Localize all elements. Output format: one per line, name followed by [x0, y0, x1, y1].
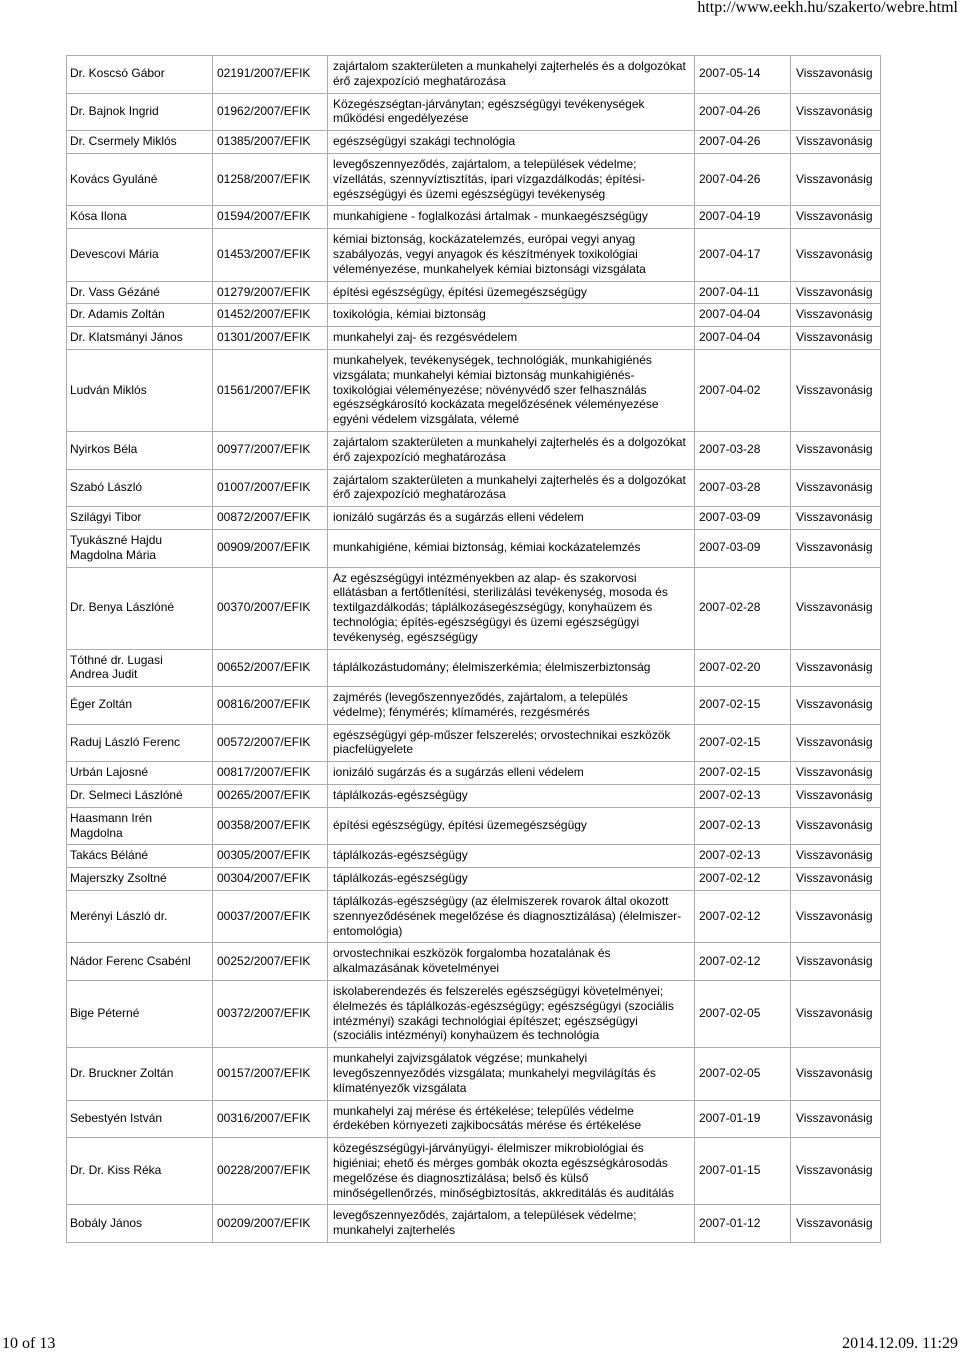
date-cell: 2007-04-26	[695, 153, 791, 205]
date-cell: 2007-02-05	[695, 1048, 791, 1100]
expert-name-cell: Bobály János	[67, 1205, 213, 1243]
validity-cell: Visszavonásig	[791, 281, 881, 304]
expert-name-cell: Dr. Csermely Miklós	[67, 131, 213, 154]
table-row	[67, 431, 881, 469]
date-cell: 2007-05-14	[695, 56, 791, 94]
table-row	[67, 649, 881, 687]
table-row	[67, 1048, 881, 1100]
expert-name-cell: Devescovi Mária	[67, 229, 213, 281]
expert-name-cell: Szilágyi Tibor	[67, 507, 213, 530]
date-cell: 2007-03-09	[695, 529, 791, 567]
table-row	[67, 981, 881, 1048]
table-row	[67, 131, 881, 154]
table-row	[67, 868, 881, 891]
field-of-expertise-cell: Közegészségtan-járványtan; egészségügyi tevékenységek működési engedélyezése	[328, 93, 695, 131]
registration-number-cell: 01594/2007/EFIK	[213, 206, 328, 229]
date-cell: 2007-04-04	[695, 304, 791, 327]
field-of-expertise-cell: táplálkozás-egészségügy	[328, 785, 695, 808]
validity-cell: Visszavonásig	[791, 981, 881, 1048]
table-row	[67, 93, 881, 131]
expert-name-cell: Nyirkos Béla	[67, 431, 213, 469]
registration-number-cell: 00305/2007/EFIK	[213, 845, 328, 868]
validity-cell: Visszavonásig	[791, 304, 881, 327]
registration-number-cell: 00358/2007/EFIK	[213, 807, 328, 845]
registration-number-cell: 01962/2007/EFIK	[213, 93, 328, 131]
validity-cell: Visszavonásig	[791, 529, 881, 567]
expert-name-cell: Merényi László dr.	[67, 891, 213, 943]
validity-cell: Visszavonásig	[791, 891, 881, 943]
date-cell: 2007-02-12	[695, 943, 791, 981]
table-row	[67, 153, 881, 205]
field-of-expertise-cell: táplálkozás-egészségügy	[328, 845, 695, 868]
field-of-expertise-cell: munkahigiéne, kémiai biztonság, kémiai kockázatelemzés	[328, 529, 695, 567]
field-of-expertise-cell: zajártalom szakterületen a munkahelyi zajterhelés és a dolgozókat érő zajexpozíció meghatározása	[328, 56, 695, 94]
table-row	[67, 206, 881, 229]
field-of-expertise-cell: Az egészségügyi intézményekben az alap- és szakorvosi ellátásban a fertőtlenítési, sterilizálási tevékenység, mosoda és textilgazdálkodás; táplálkozásegészségügy, konyhaüzem és technológia; építés-egészségügyi és üzemi egészségügyi tevékenység, egészségügy	[328, 567, 695, 649]
expert-name-cell: Szabó László	[67, 469, 213, 507]
field-of-expertise-cell: egészségügyi gép-műszer felszerelés; orvostechnikai eszközök piacfelügyelete	[328, 724, 695, 762]
date-cell: 2007-02-15	[695, 724, 791, 762]
field-of-expertise-cell: építési egészségügy, építési üzemegészségügy	[328, 807, 695, 845]
registration-number-cell: 00304/2007/EFIK	[213, 868, 328, 891]
table-row	[67, 327, 881, 350]
date-cell: 2007-03-28	[695, 469, 791, 507]
expert-name-cell: Majerszky Zsoltné	[67, 868, 213, 891]
validity-cell: Visszavonásig	[791, 807, 881, 845]
field-of-expertise-cell: zajártalom szakterületen a munkahelyi zajterhelés és a dolgozókat érő zajexpozíció meghatározása	[328, 469, 695, 507]
registration-number-cell: 00037/2007/EFIK	[213, 891, 328, 943]
validity-cell: Visszavonásig	[791, 56, 881, 94]
date-cell: 2007-02-28	[695, 567, 791, 649]
validity-cell: Visszavonásig	[791, 567, 881, 649]
print-header-url: http://www.eekh.hu/szakerto/webre.html	[697, 0, 958, 16]
registration-number-cell: 01385/2007/EFIK	[213, 131, 328, 154]
validity-cell: Visszavonásig	[791, 1205, 881, 1243]
field-of-expertise-cell: munkahelyi zaj mérése és értékelése; település védelme érdekében környezeti zajkibocsátás mérése és értékelése	[328, 1100, 695, 1138]
registration-number-cell: 00652/2007/EFIK	[213, 649, 328, 687]
date-cell: 2007-04-26	[695, 131, 791, 154]
registration-number-cell: 00872/2007/EFIK	[213, 507, 328, 530]
expert-name-cell: Dr. Dr. Kiss Réka	[67, 1138, 213, 1205]
registration-number-cell: 01279/2007/EFIK	[213, 281, 328, 304]
validity-cell: Visszavonásig	[791, 469, 881, 507]
validity-cell: Visszavonásig	[791, 507, 881, 530]
expert-name-cell: Takács Béláné	[67, 845, 213, 868]
validity-cell: Visszavonásig	[791, 93, 881, 131]
field-of-expertise-cell: munkahelyek, tevékenységek, technológiák, munkahigiénés vizsgálata; munkahelyi kémiai biztonság munkahigiénés- toxikológiai véleményezése; növényvédő szer felhasználás egészségkárosító kockázata megelőzésének véleményezése egyéni védelem vizsgálata, vélemé	[328, 349, 695, 431]
expert-name-cell: Sebestyén István	[67, 1100, 213, 1138]
table-row	[67, 469, 881, 507]
registration-number-cell: 01301/2007/EFIK	[213, 327, 328, 350]
registration-number-cell: 00817/2007/EFIK	[213, 762, 328, 785]
expert-name-cell: Ludván Miklós	[67, 349, 213, 431]
expert-name-cell: Dr. Klatsmányi János	[67, 327, 213, 350]
print-footer-page-number: 10 of 13	[2, 1335, 56, 1352]
registration-number-cell: 01258/2007/EFIK	[213, 153, 328, 205]
expert-name-cell: Kósa Ilona	[67, 206, 213, 229]
field-of-expertise-cell: orvostechnikai eszközök forgalomba hozatalának és alkalmazásának követelményei	[328, 943, 695, 981]
registration-number-cell: 02191/2007/EFIK	[213, 56, 328, 94]
table-row	[67, 567, 881, 649]
validity-cell: Visszavonásig	[791, 431, 881, 469]
expert-name-cell: Tóthné dr. Lugasi Andrea Judit	[67, 649, 213, 687]
validity-cell: Visszavonásig	[791, 1048, 881, 1100]
table-row	[67, 785, 881, 808]
validity-cell: Visszavonásig	[791, 785, 881, 808]
expert-name-cell: Tyukászné Hajdu Magdolna Mária	[67, 529, 213, 567]
validity-cell: Visszavonásig	[791, 868, 881, 891]
date-cell: 2007-04-26	[695, 93, 791, 131]
registration-number-cell: 00816/2007/EFIK	[213, 687, 328, 725]
validity-cell: Visszavonásig	[791, 206, 881, 229]
table-row	[67, 507, 881, 530]
date-cell: 2007-04-04	[695, 327, 791, 350]
registration-number-cell: 01561/2007/EFIK	[213, 349, 328, 431]
date-cell: 2007-02-05	[695, 981, 791, 1048]
expert-name-cell: Dr. Bruckner Zoltán	[67, 1048, 213, 1100]
registration-number-cell: 01452/2007/EFIK	[213, 304, 328, 327]
table-row	[67, 229, 881, 281]
validity-cell: Visszavonásig	[791, 845, 881, 868]
table-row	[67, 529, 881, 567]
date-cell: 2007-03-09	[695, 507, 791, 530]
validity-cell: Visszavonásig	[791, 762, 881, 785]
validity-cell: Visszavonásig	[791, 229, 881, 281]
experts-table-body	[67, 56, 881, 1243]
date-cell: 2007-02-13	[695, 785, 791, 808]
table-row	[67, 1205, 881, 1243]
table-row	[67, 1138, 881, 1205]
registration-number-cell: 00977/2007/EFIK	[213, 431, 328, 469]
date-cell: 2007-04-19	[695, 206, 791, 229]
validity-cell: Visszavonásig	[791, 153, 881, 205]
expert-name-cell: Urbán Lajosné	[67, 762, 213, 785]
validity-cell: Visszavonásig	[791, 943, 881, 981]
validity-cell: Visszavonásig	[791, 131, 881, 154]
field-of-expertise-cell: munkahelyi zaj- és rezgésvédelem	[328, 327, 695, 350]
date-cell: 2007-02-13	[695, 845, 791, 868]
expert-name-cell: Dr. Selmeci Lászlóné	[67, 785, 213, 808]
experts-table	[66, 55, 881, 1243]
expert-name-cell: Raduj László Ferenc	[67, 724, 213, 762]
validity-cell: Visszavonásig	[791, 1138, 881, 1205]
field-of-expertise-cell: kémiai biztonság, kockázatelemzés, európai vegyi anyag szabályozás, vegyi anyagok és készítmények toxikológiai véleményezése, munkahelyek kémiai biztonsági vizsgálata	[328, 229, 695, 281]
table-row	[67, 349, 881, 431]
date-cell: 2007-02-13	[695, 807, 791, 845]
registration-number-cell: 01007/2007/EFIK	[213, 469, 328, 507]
registration-number-cell: 01453/2007/EFIK	[213, 229, 328, 281]
registration-number-cell: 00252/2007/EFIK	[213, 943, 328, 981]
table-row	[67, 281, 881, 304]
field-of-expertise-cell: közegészségügyi-járványügyi- élelmiszer mikrobiológiai és higiéniai; ehető és mérges gombák okozta egészségkárosodás megelőzése és diagnosztizálása; belső és külső minőségellenőrzés, minőségbiztosítás, akkreditálás és auditálás	[328, 1138, 695, 1205]
field-of-expertise-cell: levegőszennyeződés, zajártalom, a települések védelme; munkahelyi zajterhelés	[328, 1205, 695, 1243]
table-row	[67, 807, 881, 845]
registration-number-cell: 00209/2007/EFIK	[213, 1205, 328, 1243]
date-cell: 2007-02-12	[695, 868, 791, 891]
expert-name-cell: Éger Zoltán	[67, 687, 213, 725]
registration-number-cell: 00372/2007/EFIK	[213, 981, 328, 1048]
field-of-expertise-cell: iskolaberendezés és felszerelés egészségügyi követelményei; élelmezés és táplálkozás-egészségügy; egészségügyi (szociális intézményi) szakági technológiai építészet; egészségügyi (szociális intézményi) konyhaüzem és technológia	[328, 981, 695, 1048]
registration-number-cell: 00370/2007/EFIK	[213, 567, 328, 649]
field-of-expertise-cell: toxikológia, kémiai biztonság	[328, 304, 695, 327]
table-row	[67, 304, 881, 327]
expert-name-cell: Dr. Bajnok Ingrid	[67, 93, 213, 131]
date-cell: 2007-03-28	[695, 431, 791, 469]
field-of-expertise-cell: levegőszennyeződés, zajártalom, a települések védelme; vízellátás, szennyvíztisztítás, ipari vízgazdálkodás; építési- egészségügyi és üzemi egészségügyi tevékenység	[328, 153, 695, 205]
field-of-expertise-cell: építési egészségügy, építési üzemegészségügy	[328, 281, 695, 304]
expert-name-cell: Kovács Gyuláné	[67, 153, 213, 205]
date-cell: 2007-04-02	[695, 349, 791, 431]
table-row	[67, 56, 881, 94]
print-footer-datetime: 2014.12.09. 11:29	[842, 1335, 958, 1352]
expert-name-cell: Bige Péterné	[67, 981, 213, 1048]
date-cell: 2007-01-12	[695, 1205, 791, 1243]
date-cell: 2007-04-17	[695, 229, 791, 281]
field-of-expertise-cell: egészségügyi szakági technológia	[328, 131, 695, 154]
expert-name-cell: Dr. Vass Gézáné	[67, 281, 213, 304]
table-row	[67, 943, 881, 981]
date-cell: 2007-02-15	[695, 762, 791, 785]
validity-cell: Visszavonásig	[791, 1100, 881, 1138]
validity-cell: Visszavonásig	[791, 687, 881, 725]
date-cell: 2007-02-12	[695, 891, 791, 943]
expert-name-cell: Dr. Adamis Zoltán	[67, 304, 213, 327]
registration-number-cell: 00909/2007/EFIK	[213, 529, 328, 567]
expert-name-cell: Dr. Koscsó Gábor	[67, 56, 213, 94]
date-cell: 2007-01-15	[695, 1138, 791, 1205]
field-of-expertise-cell: táplálkozástudomány; élelmiszerkémia; élelmiszerbiztonság	[328, 649, 695, 687]
field-of-expertise-cell: ionizáló sugárzás és a sugárzás elleni védelem	[328, 507, 695, 530]
field-of-expertise-cell: zajártalom szakterületen a munkahelyi zajterhelés és a dolgozókat érő zajexpozíció meghatározása	[328, 431, 695, 469]
date-cell: 2007-04-11	[695, 281, 791, 304]
table-row	[67, 891, 881, 943]
field-of-expertise-cell: ionizáló sugárzás és a sugárzás elleni védelem	[328, 762, 695, 785]
registration-number-cell: 00228/2007/EFIK	[213, 1138, 328, 1205]
registration-number-cell: 00572/2007/EFIK	[213, 724, 328, 762]
table-row	[67, 1100, 881, 1138]
date-cell: 2007-01-19	[695, 1100, 791, 1138]
validity-cell: Visszavonásig	[791, 649, 881, 687]
date-cell: 2007-02-15	[695, 687, 791, 725]
validity-cell: Visszavonásig	[791, 724, 881, 762]
field-of-expertise-cell: munkahigiene - foglalkozási ártalmak - munkaegészségügy	[328, 206, 695, 229]
registration-number-cell: 00316/2007/EFIK	[213, 1100, 328, 1138]
expert-name-cell: Haasmann Irén Magdolna	[67, 807, 213, 845]
field-of-expertise-cell: zajmérés (levegőszennyeződés, zajártalom, a település védelme); fénymérés; klímamérés, rezgésmérés	[328, 687, 695, 725]
expert-name-cell: Dr. Benya Lászlóné	[67, 567, 213, 649]
table-row	[67, 762, 881, 785]
registration-number-cell: 00265/2007/EFIK	[213, 785, 328, 808]
validity-cell: Visszavonásig	[791, 349, 881, 431]
registration-number-cell: 00157/2007/EFIK	[213, 1048, 328, 1100]
table-row	[67, 687, 881, 725]
field-of-expertise-cell: táplálkozás-egészségügy	[328, 868, 695, 891]
field-of-expertise-cell: munkahelyi zajvizsgálatok végzése; munkahelyi levegőszennyeződés vizsgálata; munkahelyi megvilágítás és klímatényezők vizsgálata	[328, 1048, 695, 1100]
table-row	[67, 724, 881, 762]
expert-name-cell: Nádor Ferenc Csabénl	[67, 943, 213, 981]
validity-cell: Visszavonásig	[791, 327, 881, 350]
field-of-expertise-cell: táplálkozás-egészségügy (az élelmiszerek rovarok által okozott szennyeződésének megelőzése és diagnosztizálása) (élelmiszer- entomológia)	[328, 891, 695, 943]
table-row	[67, 845, 881, 868]
date-cell: 2007-02-20	[695, 649, 791, 687]
